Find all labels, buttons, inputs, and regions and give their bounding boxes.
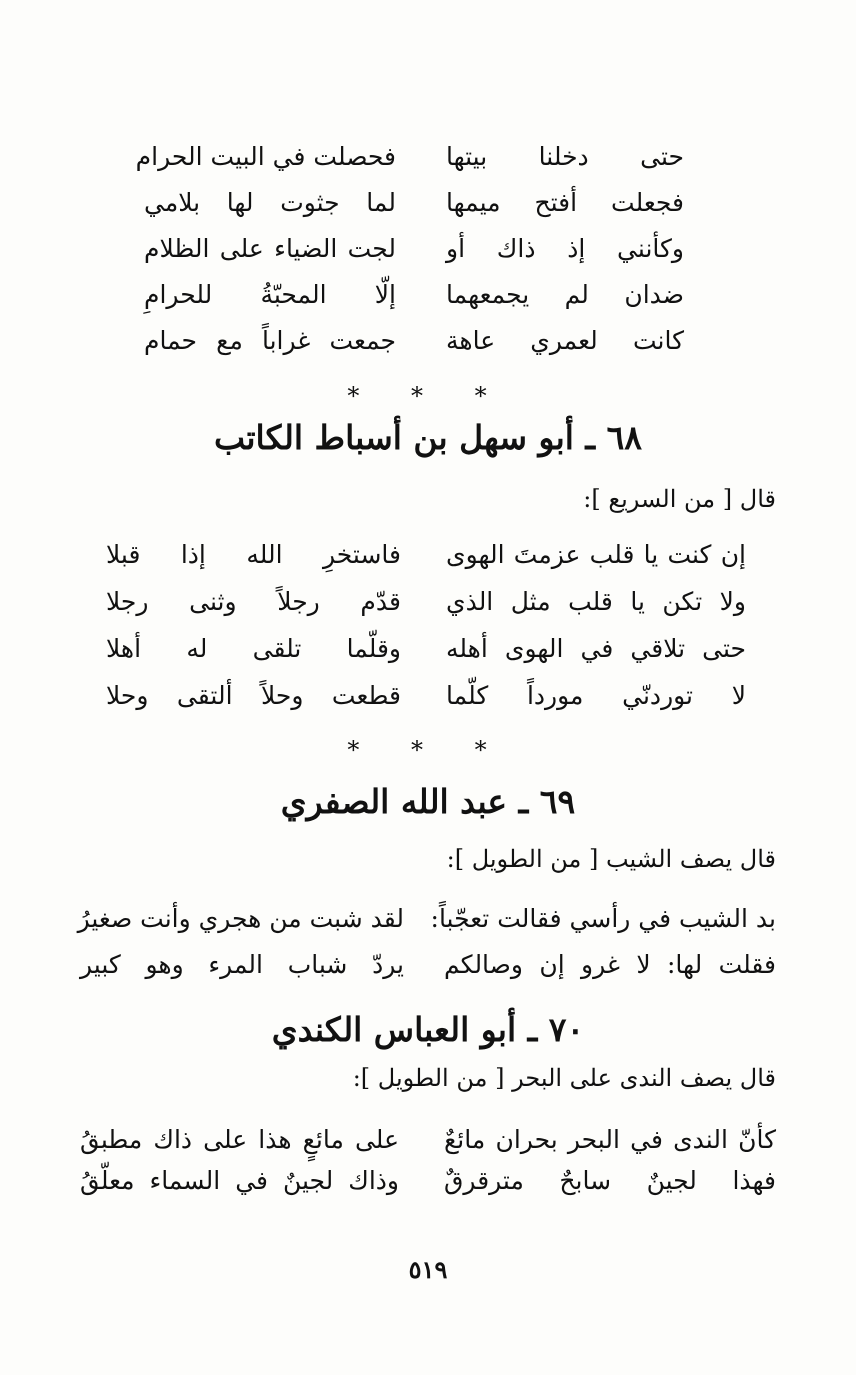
verse-first-hemistich: بد الشيب في رأسي فقالت تعجّباً:: [430, 904, 776, 933]
verse-second-hemistich: فحصلت في البيت الحرام: [135, 142, 396, 171]
verse-first-hemistich: إن كنت يا قلب عزمتَ الهوى: [446, 540, 746, 569]
verse: [80, 1158, 776, 1204]
verse: [80, 1117, 776, 1163]
verse-second-hemistich: يردّ شباب المرء وهو كبير: [80, 950, 404, 979]
verse: [106, 579, 746, 625]
section-intro: قال يصف الندى على البحر [ من الطويل ]:: [352, 1064, 776, 1092]
section-intro: قال [ من السريع ]:: [583, 485, 776, 513]
verse: [80, 942, 776, 988]
verse-second-hemistich: على مائعٍ هذا على ذاك مطبقُ: [80, 1125, 399, 1154]
verse: [106, 532, 746, 578]
section-intro: قال يصف الشيب [ من الطويل ]:: [446, 845, 776, 873]
verse-first-hemistich: كأنّ الندى في البحر بحران مائعٌ: [444, 1125, 776, 1154]
verse-second-hemistich: قطعت وحلاً ألتقى وحلا: [106, 681, 401, 710]
verse-first-hemistich: لا توردنّي مورداً كلّما: [446, 681, 746, 710]
section-title: ٦٨ ـ أبو سهل بن أسباط الكاتب: [213, 418, 643, 457]
verse-second-hemistich: لجت الضياء على الظلام: [144, 234, 396, 263]
verse-first-hemistich: ضدان لم يجمعهما: [446, 280, 684, 309]
section-separator: * * *: [347, 736, 509, 764]
verse-first-hemistich: حتى تلاقي في الهوى أهله: [446, 634, 746, 663]
verse: [144, 226, 684, 272]
verse-first-hemistich: ولا تكن يا قلب مثل الذي: [446, 587, 746, 616]
page-number: ٥١٩: [408, 1255, 448, 1284]
verse: [77, 896, 776, 942]
verse: [144, 272, 684, 318]
verse-second-hemistich: إلّا المحبّةُ للحرامِ: [144, 280, 396, 309]
verse-first-hemistich: فقلت لها: لا غرو إن وصالكم: [444, 950, 776, 979]
verse-second-hemistich: جمعت غراباً مع حمام: [144, 326, 396, 355]
verse-first-hemistich: وكأنني إذ ذاك أو: [446, 234, 684, 263]
verse-second-hemistich: قدّم رجلاً وثنى رجلا: [106, 587, 401, 616]
verse: [106, 673, 746, 719]
verse-second-hemistich: لما جثوت لها بلامي: [144, 188, 396, 217]
verse: [144, 180, 684, 226]
verse: [144, 318, 684, 364]
verse-first-hemistich: كانت لعمري عاهة: [446, 326, 684, 355]
section-separator: * * *: [347, 382, 509, 410]
verse-first-hemistich: حتى دخلنا بيتها: [446, 142, 684, 171]
verse-second-hemistich: وذاك لجينٌ في السماء معلّقُ: [80, 1166, 399, 1195]
verse: [135, 134, 684, 180]
verse-second-hemistich: فاستخرِ الله إذا قبلا: [106, 540, 401, 569]
section-title: ٦٩ ـ عبد الله الصفري: [280, 782, 576, 821]
verse-second-hemistich: وقلّما تلقى له أهلا: [106, 634, 401, 663]
verse: [106, 626, 746, 672]
section-title: ٧٠ ـ أبو العباس الكندي: [271, 1010, 585, 1049]
verse-first-hemistich: فهذا لجينٌ سابحٌ مترقرقٌ: [444, 1166, 776, 1195]
verse-second-hemistich: لقد شبت من هجري وأنت صغيرُ: [77, 904, 404, 933]
verse-first-hemistich: فجعلت أفتح ميمها: [446, 188, 684, 217]
